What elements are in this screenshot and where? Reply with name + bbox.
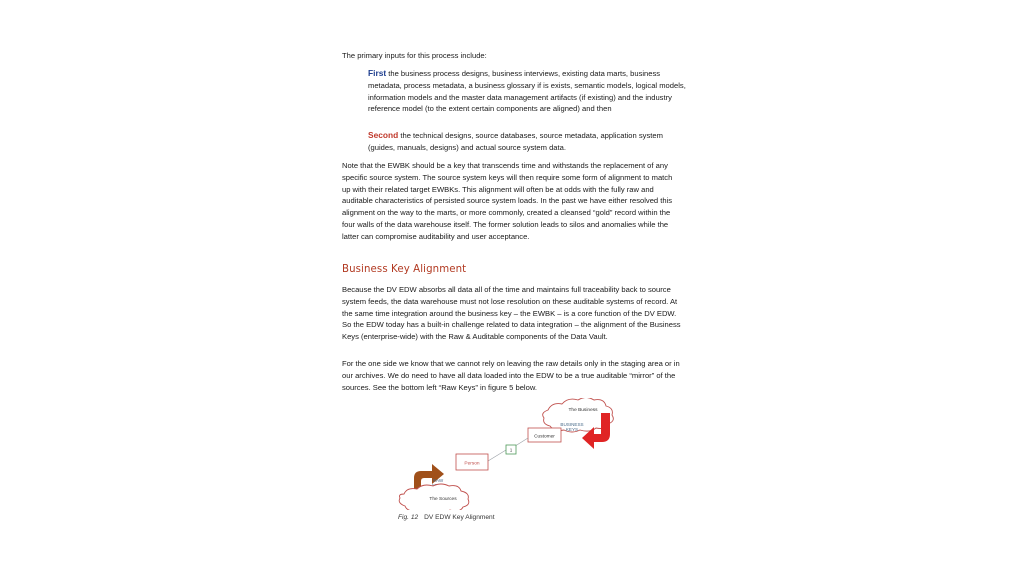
key-alignment-figure bbox=[388, 398, 648, 510]
second-input-text: the technical designs, source databases, source metadata, application system (guides, manuals, designs) and actual source system data. bbox=[368, 131, 663, 152]
business-keys-label-line1: BUSINESS bbox=[560, 422, 584, 427]
person-entity-label: Person bbox=[464, 461, 480, 467]
second-input-paragraph bbox=[368, 130, 686, 154]
raw-details-paragraph: For the one side we know that we cannot rely on leaving the raw details only in the staging area or in our archives. We do need to have all data loaded into the EDW to be a true auditable “mirror” of the sources. See the bottom left “Raw Keys” in figure 5 below. bbox=[342, 359, 680, 392]
first-input-text: the business process designs, business interviews, existing data marts, business metadata, process metadata, a business glossary if is exists, semantic models, logical models, information models and the master data management artifacts (if existing) and the industry reference model (to the extent certain components are aligned) and then bbox=[368, 69, 686, 114]
ewbk-note-paragraph: Note that the EWBK should be a key that transcends time and withstands the replacement of any specific source system. The source system keys will then require some form of alignment to match up with their related target EWBKs. This alignment will often be at odds with the fully raw and auditable characteristics of persisted source system loads. In the past we have either resolved this alignment on the way to the marts, or more commonly, created a cleansed “gold” record within the four walls of the data warehouse itself. The former solution leads to silos and anomalies while the latter can compromise auditability and user acceptance. bbox=[342, 161, 673, 241]
business-keys-label-line2: KEYS bbox=[565, 427, 579, 432]
figure-caption-prefix: Fig. 12 bbox=[398, 514, 419, 521]
first-input-paragraph bbox=[368, 68, 686, 115]
bottom-cloud-label: The Sources bbox=[429, 497, 457, 502]
customer-entity-label: Customer bbox=[534, 434, 555, 440]
first-keyword: First bbox=[368, 68, 387, 78]
top-cloud-label: The Business bbox=[568, 408, 598, 413]
second-keyword: Second bbox=[368, 130, 399, 140]
dv-edw-paragraph: Because the DV EDW absorbs all data all of the time and maintains full traceability back to source system feeds, the data warehouse must not lose resolution on these auditable systems of record. At the same time integration around the business key – the EWBK – is a core function of the DV EDW. So the EDW today has a built-in challenge related to data integration – the alignment of the Business Keys (enterprise-wide) with the Raw & Auditable components of the Data Vault. bbox=[342, 285, 681, 342]
raw-keys-label-line1: RAW bbox=[432, 478, 444, 483]
person-to-link-connector bbox=[488, 450, 506, 461]
figure-caption-title: DV EDW Key Alignment bbox=[424, 514, 495, 521]
figure-caption bbox=[398, 514, 495, 521]
section-heading-business-key-alignment: Business Key Alignment bbox=[342, 264, 467, 275]
link-entity-label: 1 bbox=[509, 447, 513, 453]
intro-text: The primary inputs for this process include: bbox=[342, 51, 487, 60]
